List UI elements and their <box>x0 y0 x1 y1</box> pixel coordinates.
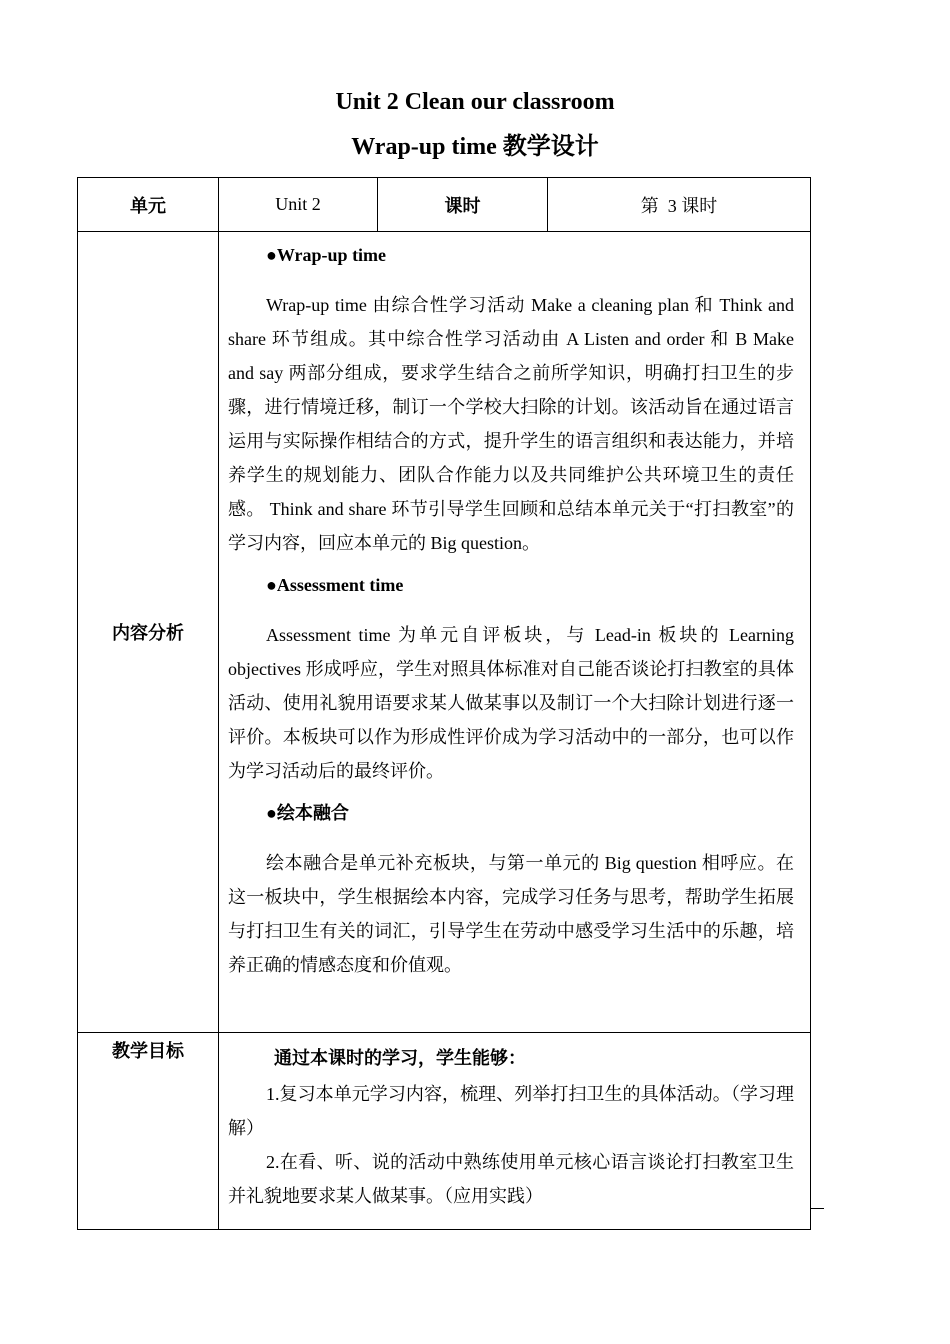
section-body: Assessment time 为单元自评板块，与 Lead-in 板块的 Learning objectives 形成呼应，学生对照具体标准对自己能否谈论打扫教室的具体活动、使用礼貌用语要求某人做某事以及制订一个大扫除计划进行逐一评价。本板块可以作为形成性评价成为学习活动中的一部分，也可以作为学习活动后的最终评价。 <box>228 625 794 781</box>
unit-label-cell: 单元 <box>78 178 219 232</box>
content-analysis-label: 内容分析 <box>78 232 219 1033</box>
content-analysis-cell <box>219 232 811 1033</box>
table-border-stub <box>810 1208 824 1209</box>
section-body: Wrap-up time 由综合性学习活动 Make a cleaning plan 和 Think and share 环节组成。其中综合性学习活动由 A Listen and order 和 B Make and say 两部分组成，要求学生结合之前所学知识，明确打扫卫生的步骤，进行情境迁移，制订一个学校大扫除的计划。该活动旨在通过语言运用与实际操作相结合的方式，提升学生的语言组织和表达能力，并培养学生的规划能力、团队合作能力以及共同维护公共环境卫生的责任感。 Think and share 环节引导学生回顾和总结本单元关于“打扫教室”的学习内容，回应本单元的 Big question。 <box>228 295 794 553</box>
document-title: Unit 2 Clean our classroom <box>335 89 615 115</box>
section-heading: ●Assessment time <box>266 575 404 595</box>
teaching-objectives-row <box>78 1033 811 1230</box>
content-analysis-row <box>78 232 811 1033</box>
period-value-cell: 第 3 课时 <box>548 178 811 232</box>
objectives-intro: 通过本课时的学习，学生能够： <box>274 1048 526 1068</box>
unit-value-cell: Unit 2 <box>219 178 378 232</box>
header-row <box>78 178 811 232</box>
section-heading: ●Wrap-up time <box>266 245 387 265</box>
document-subtitle: Wrap-up time 教学设计 <box>351 134 599 160</box>
objective-item: 1.复习本单元学习内容，梳理、列举打扫卫生的具体活动。（学习理解） <box>228 1084 794 1138</box>
teaching-objectives-label: 教学目标 <box>78 1033 219 1230</box>
period-label-cell: 课时 <box>378 178 548 232</box>
lesson-plan-table <box>77 177 811 1230</box>
section-body: 绘本融合是单元补充板块，与第一单元的 Big question 相呼应。在这一板块中，学生根据绘本内容，完成学习任务与思考，帮助学生拓展与打扫卫生有关的词汇，引导学生在劳动中感受学习生活中的乐趣，培养正确的情感态度和价值观。 <box>228 853 794 975</box>
objective-item: 2.在看、听、说的活动中熟练使用单元核心语言谈论打扫教室卫生并礼貌地要求某人做某事。（应用实践） <box>228 1152 794 1206</box>
section-heading: ●绘本融合 <box>266 803 349 823</box>
teaching-objectives-cell <box>219 1033 811 1230</box>
